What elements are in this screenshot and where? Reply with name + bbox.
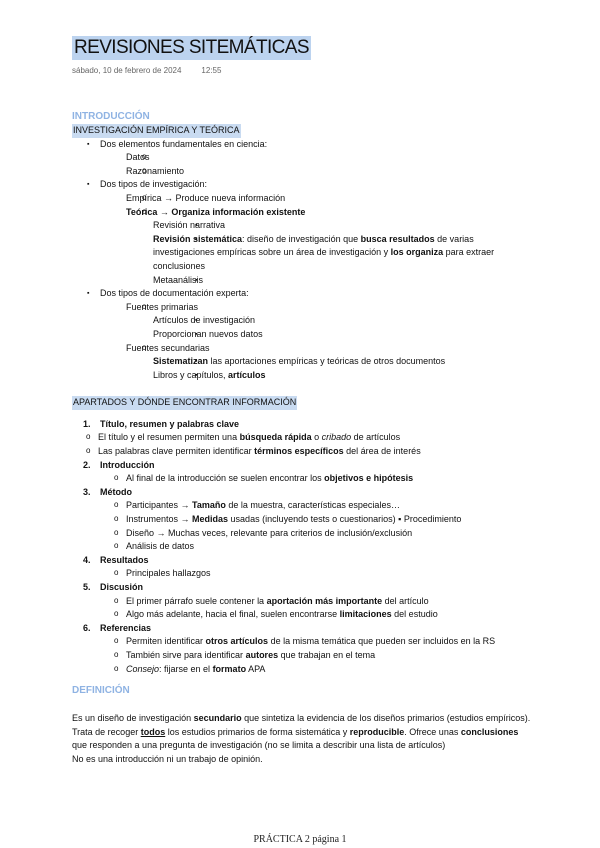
section-item: 2. Introducción (83, 459, 155, 470)
date-text: sábado, 10 de febrero de 2024 (72, 66, 182, 75)
list-item: o Fuentes primarias ▪ Artículos de investigación ▪ Proporcionan nuevos datos (100, 301, 532, 342)
list-item: ▪ Metaanálisis (126, 274, 532, 288)
list-item: o Fuentes secundarias ▪ Sistematizan las aportaciones empíricas y teóricas de otros documentos ▪ Libros y capítulos, artículos (100, 342, 532, 383)
apartados-list (72, 418, 532, 676)
definicion-paragraph: Es un diseño de investigación secundario que sintetiza la evidencia de los diseños primarios (estudios empíricos). Trata de recoger todos los estudios primarios de forma sistemática y reproducible. Ofrece unas conclusiones que responden a una pregunta de investigación (no se limita a describir una lista de artículos) (72, 713, 531, 751)
list-item: o Algo más adelante, hacia el final, suelen encontrarse limitaciones del estudio (72, 608, 532, 622)
intro-heading: INTRODUCCIÓN (72, 111, 150, 122)
page-footer: PRÁCTICA 2 página 1 (253, 834, 347, 845)
list-item: ▪ Dos tipos de investigación: o Empírica → Produce nueva información o Teórica → Organiza información existente ▪ Revisión narrativa ▪ Revisión sistemática: diseño de investigación que busca resultados de varias investigaciones empíricas sobre un área de investigación y los organiza para extraer conclusiones ▪ Metaanálisis (72, 178, 532, 287)
list-item: o Razonamiento (100, 165, 532, 179)
list-item: o También sirve para identificar autores que trabajan en el tema (72, 649, 532, 663)
intro-list (72, 138, 532, 383)
list-item: o Participantes → Tamaño de la muestra, características especiales… (72, 499, 532, 513)
list-item: ▪ Proporcionan nuevos datos (126, 328, 532, 342)
list-item: o El primer párrafo suele contener la aportación más importante del artículo (72, 595, 532, 609)
list-item: ▪ Libros y capítulos, artículos (126, 369, 532, 383)
list-item: ▪ Revisión sistemática: diseño de investigación que busca resultados de varias investigaciones empíricas sobre un área de investigación y los organiza para extraer conclusiones (126, 233, 532, 274)
list-item: o Teórica → Organiza información existente ▪ Revisión narrativa ▪ Revisión sistemática: diseño de investigación que busca resultados de varias investigaciones empíricas sobre un área de investigación y los organiza para extraer conclusiones ▪ Metaanálisis (100, 206, 532, 288)
apartados-heading: APARTADOS Y DÓNDE ENCONTRAR INFORMACIÓN (72, 396, 532, 410)
list-item: o Datos (100, 151, 532, 165)
definicion-heading: DEFINICIÓN (72, 685, 130, 697)
list-item: o Análisis de datos (72, 540, 532, 554)
section-item: 1. Título, resumen y palabras clave (83, 418, 240, 429)
section-item: 4. Resultados (83, 554, 149, 565)
section-item: 5. Discusión (83, 582, 144, 592)
list-item: o Las palabras clave permiten identificar términos específicos del área de interés (44, 445, 532, 459)
section-item: 6. Referencias (83, 622, 152, 633)
list-item: o Al final de la introducción se suelen encontrar los objetivos e hipótesis (72, 472, 532, 486)
note-body (72, 110, 532, 767)
list-item: ▪ Dos tipos de documentación experta: o Fuentes primarias ▪ Artículos de investigación ▪ Proporcionan nuevos datos o Fuentes secundarias ▪ Sistematizan las aportaciones empíricas y teóricas de otros documentos ▪ Libros y capítulos, artículos (72, 287, 532, 382)
list-item: o Principales hallazgos (72, 567, 532, 581)
list-item: o Diseño → Muchas veces, relevante para criterios de inclusión/exclusión (72, 527, 532, 541)
list-item: o Consejo: fijarse en el formato APA (72, 663, 532, 677)
list-item: ▪ Artículos de investigación (126, 314, 532, 328)
list-item: o Empírica → Produce nueva información (100, 192, 532, 206)
list-item: o Permiten identificar otros artículos de la misma temática que pueden ser incluidos en la RS (72, 635, 532, 649)
page-title: REVISIONES SITEMÁTICAS (74, 37, 309, 58)
list-item: o El título y el resumen permiten una búsqueda rápida o cribado de artículos (44, 431, 532, 445)
section-item: 3. Método (83, 486, 132, 497)
list-item: o Instrumentos → Medidas usadas (incluyendo tests o cuestionarios) ▪ Procedimiento (72, 513, 532, 527)
intro-subheading: INVESTIGACIÓN EMPÍRICA Y TEÓRICA (72, 124, 532, 138)
list-item: ▪ Revisión narrativa (126, 219, 532, 233)
list-item: ▪ Dos elementos fundamentales en ciencia: o Datos o Razonamiento (72, 138, 532, 179)
definicion-note: No es una introducción ni un trabajo de opinión. (72, 753, 263, 764)
list-item: ▪ Sistematizan las aportaciones empíricas y teóricas de otros documentos (126, 355, 532, 369)
page-meta (72, 66, 221, 75)
time-text: 12:55 (201, 66, 222, 75)
